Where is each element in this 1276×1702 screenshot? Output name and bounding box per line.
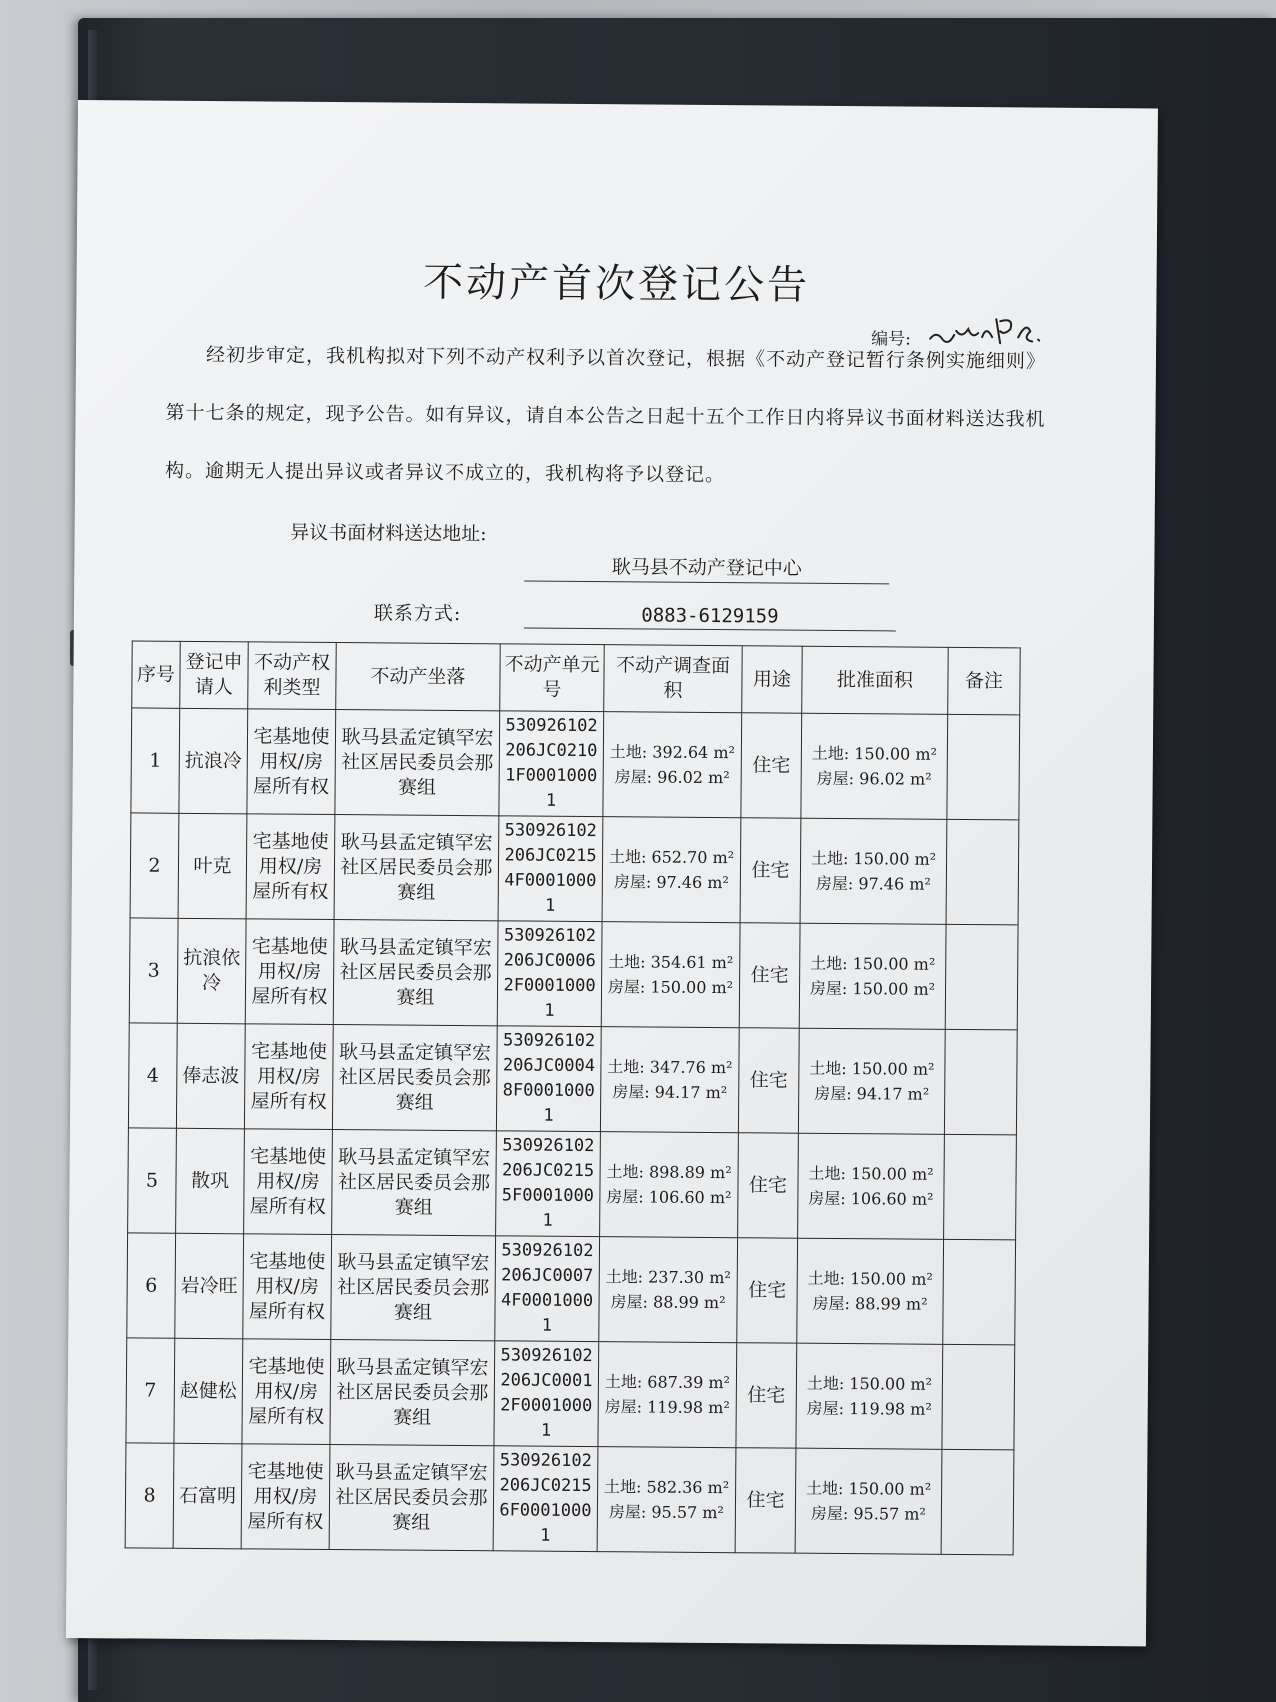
approved-area-line: 土地: 150.00 m²	[810, 953, 936, 974]
survey-area-cell	[602, 817, 741, 923]
approved-area-line: 房屋: 119.98 m²	[806, 1398, 932, 1419]
survey-area-cell	[600, 1027, 739, 1133]
approved-area-line: 土地: 150.00 m²	[808, 1163, 934, 1184]
right-type-cell: 宅基地使用权/房屋所有权	[243, 1234, 332, 1340]
usage-cell: 住宅	[738, 1133, 799, 1238]
row-number-cell: 3	[129, 918, 178, 1023]
note-cell	[942, 1344, 1015, 1450]
survey-area-line: 房屋: 95.57 m²	[608, 1502, 724, 1523]
approved-area-line: 房屋: 97.46 m²	[815, 873, 931, 894]
table-row	[130, 813, 1019, 925]
usage-cell: 住宅	[737, 1238, 798, 1343]
table-row	[128, 1128, 1017, 1240]
approved-area-cell	[796, 1343, 943, 1449]
approved-area-cell	[799, 923, 946, 1029]
survey-area-line: 房屋: 119.98 m²	[604, 1397, 730, 1418]
survey-area-cell	[603, 712, 742, 818]
survey-area-line: 房屋: 88.99 m²	[610, 1292, 726, 1313]
unit-number-cell: 530926102206JC00012F00010001	[494, 1341, 599, 1447]
usage-cell: 住宅	[741, 713, 802, 818]
approved-area-line: 房屋: 150.00 m²	[809, 978, 936, 999]
unit-number-cell: 530926102206JC00048F00010001	[496, 1026, 601, 1132]
right-type-cell: 宅基地使用权/房屋所有权	[246, 814, 335, 920]
location-cell: 耿马县孟定镇罕宏社区居民委员会那赛组	[335, 710, 500, 816]
table-row	[131, 708, 1020, 820]
usage-cell: 住宅	[740, 818, 801, 923]
row-number-cell: 1	[131, 708, 180, 813]
row-number-cell: 8	[125, 1443, 174, 1548]
applicant-cell: 赵健松	[174, 1338, 243, 1444]
approved-area-line: 土地: 150.00 m²	[810, 848, 937, 869]
notice-title: 不动产首次登记公告	[422, 259, 811, 309]
right-type-cell: 宅基地使用权/房屋所有权	[244, 1129, 333, 1235]
row-number-cell: 4	[128, 1023, 177, 1128]
approved-area-line: 土地: 150.00 m²	[807, 1268, 933, 1289]
right-type-cell: 宅基地使用权/房屋所有权	[242, 1339, 331, 1445]
table-row	[129, 918, 1018, 1030]
table-row	[126, 1338, 1015, 1450]
notice-body: 经初步审定，我机构拟对下列不动产权利予以首次登记，根据《不动产登记暂行条例实施细则》第十七条的规定，现予公告。如有异议，请自本公告之日起十五个工作日内将异议书面材料送达我机构。逾期无人提出异议或者异议不成立的，我机构将予以登记。	[165, 344, 1047, 487]
applicant-cell: 抗浪依冷	[177, 918, 246, 1024]
unit-number-cell: 530926102206JC00062F00010001	[497, 921, 602, 1027]
row-number-cell: 7	[126, 1338, 175, 1443]
unit-number-cell: 530926102206JC02156F00010001	[493, 1446, 598, 1552]
approved-area-cell	[801, 713, 948, 819]
location-cell: 耿马县孟定镇罕宏社区居民委员会那赛组	[333, 920, 498, 1026]
row-number-cell: 6	[127, 1233, 176, 1338]
header-cell: 不动产单元号	[500, 644, 605, 712]
right-type-cell: 宅基地使用权/房屋所有权	[244, 1024, 333, 1130]
survey-area-cell	[599, 1237, 738, 1343]
note-cell	[944, 1134, 1017, 1240]
survey-area-line: 房屋: 96.02 m²	[614, 767, 730, 788]
location-cell: 耿马县孟定镇罕宏社区居民委员会那赛组	[332, 1130, 497, 1236]
header-cell: 用途	[742, 646, 803, 713]
usage-cell: 住宅	[739, 923, 800, 1028]
table-header-row	[132, 641, 1020, 715]
approved-area-line: 房屋: 95.57 m²	[810, 1503, 926, 1524]
applicant-cell: 石富明	[173, 1443, 242, 1549]
unit-number-cell: 530926102206JC02101F00010001	[499, 711, 604, 817]
row-number-cell: 5	[128, 1128, 177, 1233]
serial-label: 编号:	[871, 329, 911, 350]
notice-paper	[66, 100, 1158, 1646]
survey-area-line: 土地: 652.70 m²	[608, 847, 735, 868]
table-row	[128, 1023, 1017, 1135]
usage-cell: 住宅	[736, 1343, 797, 1448]
address-value: 耿马县不动产登记中心	[524, 552, 889, 585]
header-cell: 不动产调查面积	[604, 645, 743, 713]
usage-cell: 住宅	[735, 1448, 796, 1553]
note-cell	[945, 924, 1018, 1030]
usage-cell: 住宅	[738, 1028, 799, 1133]
survey-area-line: 房屋: 94.17 m²	[612, 1082, 728, 1103]
survey-area-cell	[600, 1132, 739, 1238]
table-body	[125, 708, 1020, 1555]
note-cell	[946, 819, 1019, 925]
survey-area-line: 土地: 392.64 m²	[609, 742, 736, 763]
note-cell	[944, 1029, 1017, 1135]
approved-area-line: 土地: 150.00 m²	[806, 1373, 933, 1394]
unit-number-cell: 530926102206JC02155F00010001	[496, 1131, 601, 1237]
header-cell: 登记申请人	[180, 641, 249, 709]
location-cell: 耿马县孟定镇罕宏社区居民委员会那赛组	[330, 1340, 495, 1446]
unit-number-cell: 530926102206JC00074F00010001	[495, 1236, 600, 1342]
survey-area-line: 房屋: 97.46 m²	[613, 872, 729, 893]
survey-area-cell	[601, 922, 740, 1028]
approved-area-cell	[798, 1028, 945, 1134]
location-cell: 耿马县孟定镇罕宏社区居民委员会那赛组	[331, 1235, 496, 1341]
survey-area-line: 房屋: 106.60 m²	[606, 1187, 732, 1208]
applicant-cell: 叶克	[178, 813, 247, 919]
survey-area-cell	[597, 1447, 736, 1553]
approved-area-cell	[798, 1133, 945, 1239]
registration-table	[125, 640, 1021, 1555]
applicant-cell: 抗浪冷	[179, 708, 248, 814]
approved-area-cell	[800, 818, 947, 924]
applicant-cell: 俸志波	[176, 1023, 245, 1129]
location-cell: 耿马县孟定镇罕宏社区居民委员会那赛组	[329, 1445, 494, 1551]
right-type-cell: 宅基地使用权/房屋所有权	[241, 1444, 330, 1550]
header-cell: 不动产权利类型	[248, 642, 337, 710]
note-cell	[943, 1239, 1016, 1345]
survey-area-line: 土地: 237.30 m²	[605, 1267, 731, 1288]
applicant-cell: 岩冷旺	[175, 1233, 244, 1339]
right-type-cell: 宅基地使用权/房屋所有权	[245, 919, 334, 1025]
contact-label: 联系方式:	[373, 602, 462, 626]
approved-area-line: 房屋: 94.17 m²	[814, 1083, 930, 1104]
approved-area-cell	[797, 1238, 944, 1344]
table-row	[125, 1443, 1014, 1555]
note-cell	[941, 1449, 1014, 1555]
survey-area-line: 土地: 354.61 m²	[608, 952, 734, 973]
approved-area-line: 土地: 150.00 m²	[805, 1478, 932, 1499]
approved-area-line: 土地: 150.00 m²	[809, 1058, 935, 1079]
header-cell: 备注	[948, 647, 1021, 715]
approved-area-line: 房屋: 96.02 m²	[816, 768, 932, 789]
header-cell: 批准面积	[802, 646, 949, 714]
survey-area-line: 土地: 687.39 m²	[604, 1372, 731, 1393]
contact-value: 0883-6129159	[524, 604, 896, 632]
row-number-cell: 2	[130, 813, 179, 918]
approved-area-cell	[795, 1448, 942, 1554]
approved-area-line: 房屋: 106.60 m²	[808, 1188, 934, 1209]
header-cell: 不动产坐落	[336, 643, 501, 711]
unit-number-cell: 530926102206JC02154F00010001	[498, 816, 603, 922]
approved-area-line: 房屋: 88.99 m²	[812, 1293, 928, 1314]
applicant-cell: 散巩	[176, 1128, 245, 1234]
table-row	[127, 1233, 1016, 1345]
approved-area-line: 土地: 150.00 m²	[811, 743, 938, 764]
header-cell: 序号	[132, 641, 181, 708]
location-cell: 耿马县孟定镇罕宏社区居民委员会那赛组	[332, 1025, 497, 1131]
address-label: 异议书面材料送达地址:	[290, 521, 487, 546]
location-cell: 耿马县孟定镇罕宏社区居民委员会那赛组	[334, 815, 499, 921]
survey-area-line: 土地: 347.76 m²	[607, 1057, 733, 1078]
note-cell	[947, 714, 1020, 820]
survey-area-cell	[598, 1342, 737, 1448]
right-type-cell: 宅基地使用权/房屋所有权	[247, 709, 336, 815]
survey-area-line: 土地: 898.89 m²	[606, 1162, 732, 1183]
survey-area-line: 土地: 582.36 m²	[603, 1477, 730, 1498]
survey-area-line: 房屋: 150.00 m²	[607, 977, 734, 998]
